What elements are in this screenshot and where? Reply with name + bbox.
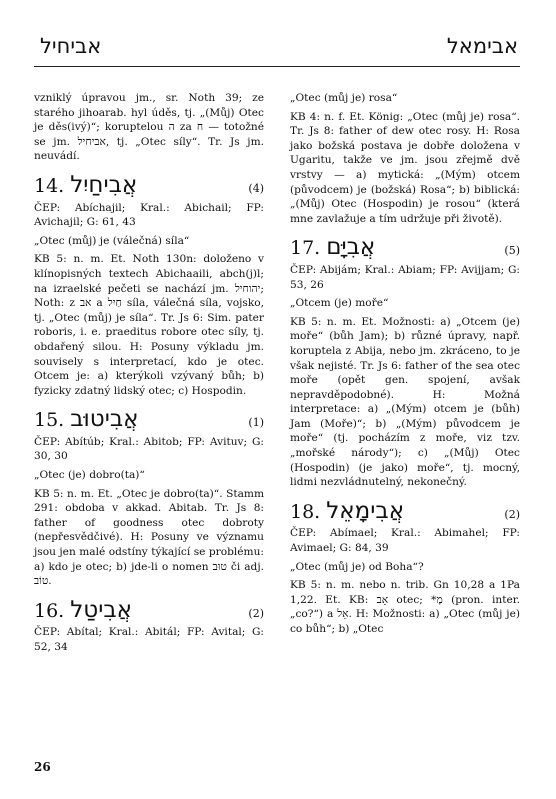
entry-number: 15. (34, 409, 65, 432)
entry-number: 14. (34, 174, 65, 197)
occurrence-count: (4) (248, 181, 264, 195)
entry-16-heading (34, 596, 264, 623)
occurrence-count: (5) (504, 244, 520, 258)
hebrew-headword: אֲבִימָאֵל (326, 497, 405, 524)
hebrew-headword: אֲבִיטַל (70, 596, 133, 623)
entry-15-heading (34, 406, 264, 433)
entry-body: KB 5: n. m. Et. „Otec je dobro(ta)“. Stamm 291: obdoba v akkad. Abitab. Tr. Js 8: father of goodness otec dobroty (nepřesvědčivé). H: Posuny ve významu jsou jen malé odstíny týkající se problému: a) kdo je otec; b) jde-li o nomen טוּב či adj. טוֹב. (34, 487, 264, 588)
right-column (290, 91, 520, 641)
entry-gloss: „Otec (je) dobro(ta)“ (34, 469, 145, 482)
entry-14-heading (34, 171, 264, 198)
entry-18-heading (290, 497, 520, 524)
entry-gloss: „Otcem (je) moře“ (290, 297, 389, 310)
entry-gloss: „Otec (můj je) rosa“ (290, 92, 398, 104)
entry-number: 18. (290, 500, 321, 523)
hebrew-headword: אֲבִיחַיִל (70, 171, 138, 198)
left-column (34, 91, 264, 659)
occurrence-count: (2) (248, 606, 264, 620)
occurrence-count: (1) (248, 416, 264, 430)
entry-body: KB 4: n. f. Et. König: „Otec (můj je) rosa“. Tr. Js 8: father of dew otec rosy. H: Rosa jako božská postava je dobře doložena v Ugaritu, takže ve jm. jsou zřejmě dvě vrstvy — a) mytická: „(Mým) otcem (původcem) je (božská) Rosa“; b) biblická: „(Můj) Otec (Hospodin) je rosou“ (která mne zavlažuje a tím udržuje při životě). (290, 110, 520, 225)
entry-forms: ČEP: Abímael; Kral.: Abimahel; FP: Avimael; G: 84, 39 (290, 527, 520, 555)
entry-number: 16. (34, 599, 65, 622)
running-head-left: אביחיל (40, 34, 102, 58)
entry-body: KB 5: n. m. Et. Noth 130n: doloženo v klínopisných textech Abichaaili, abch(j)l; na izraelské pečeti se nachází jm. יהוחיל; Noth: z אב a חַיִל síla, válečná síla, vojsko, tj. „Otec (můj) je síla“. Tr. Js 6: Sim. pater roboris, i. e. praeditus robore otec síly, tj. obdařený silou. H: Posuny výkladu jm. souvisely s interpretací, kdo je otec. Otcem je: a) kterýkoli vzývaný bůh; b) fyzicky zdatný lidský otec; c) Hospodin. (34, 253, 264, 397)
hebrew-headword: אֲבִיָּם (326, 234, 376, 261)
intro-paragraph: vzniklý úpravou jm., sr. Noth 39; ze starého jihoarab. hyl úděs, tj. „(Můj) Otec je děs(ivý)“; koruptelou ה za ח — totožné se jm. אביחיל, tj. „Otec síly“. Tr. Js jm. neuvádí. (34, 92, 265, 163)
entry-body: KB 5: n. m. Et. Možnosti: a) „Otcem (je) moře“ (bůh Jam); b) různé úpravy, např. koruptela z Abija, nebo jm. zkráceno, to je však nejisté. Tr. Js 6: father of the sea otec moře (opět gen. spojení, avšak nepravděpodobné). H: Možná interpretace: a) „(Mým) otcem je (bůh) Jam (Moře)“; b) „(Mým) původcem je moře“ (tj. pocházím z moře, viz tzv. „mořské národy“); c) „(Můj) Otec (Hospodin) (je jako) moře“, tj. mocný, lidmi nezvládnutelný, nekonečný. (290, 315, 520, 489)
entry-body: KB 5: n. m. nebo n. trib. Gn 10,28 a 1Pa 1,22. Et. KB: אָב otec; *מָ (pron. inter. „co?“) a אֵל. H: Možnosti: a) „Otec (můj je) co bůh“; b) „Otec (290, 579, 520, 635)
entry-17-heading (290, 234, 520, 261)
hebrew-headword: אֲבִיטוּב (70, 406, 139, 433)
occurrence-count: (2) (504, 507, 520, 521)
entry-gloss: „Otec (můj) je (válečná) síla“ (34, 234, 190, 247)
entry-gloss: „Otec (můj je) od Boha“? (290, 560, 424, 573)
running-head-right: אבימאל (446, 34, 518, 58)
page-number: 26 (34, 760, 51, 774)
entry-forms: ČEP: Abítúb; Kral.: Abitob; FP: Avituv; G: 30, 30 (34, 435, 264, 463)
entry-forms: ČEP: Abítal; Kral.: Abitál; FP: Avital; G: 52, 34 (34, 626, 264, 653)
entry-forms: ČEP: Abíchajil; Kral.: Abichail; FP: Avichajil; G: 61, 43 (34, 201, 264, 229)
header-rule (34, 66, 520, 67)
entry-forms: ČEP: Abijám; Kral.: Abiam; FP: Avijjam; G: 53, 26 (290, 263, 520, 291)
entry-number: 17. (290, 237, 321, 260)
